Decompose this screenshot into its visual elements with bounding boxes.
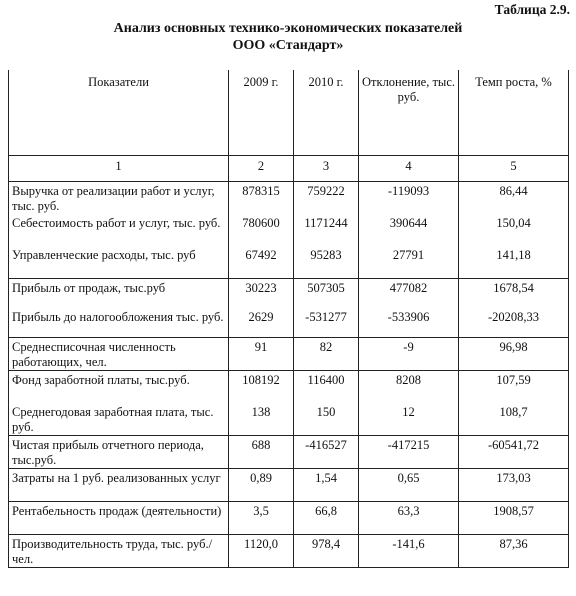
cell-value-2009: 0,89	[229, 469, 294, 502]
header-2009: 2009 г.	[229, 70, 294, 156]
table-row	[9, 436, 569, 469]
cell-value-2009: 688	[229, 436, 294, 469]
cell-value-2010: 759222	[294, 182, 359, 215]
cell-value-2010: -416527	[294, 436, 359, 469]
cell-value-2010: 66,8	[294, 502, 359, 535]
table-title-line-1: Анализ основных технико-экономических показателей	[113, 21, 463, 36]
table-row	[9, 502, 569, 535]
index-cell: 3	[294, 156, 359, 182]
cell-label: Среднегодовая заработная плата, тыс. руб.	[9, 403, 229, 436]
cell-growth-rate: 96,98	[459, 338, 569, 371]
cell-growth-rate: 107,59	[459, 371, 569, 404]
header-growth-rate: Темп роста, %	[459, 70, 569, 156]
cell-growth-rate: 108,7	[459, 403, 569, 436]
cell-label: Среднесписочная численность работающих, чел.	[9, 338, 229, 371]
cell-value-2009: 138	[229, 403, 294, 436]
cell-value-2010: -531277	[294, 308, 359, 338]
cell-growth-rate: 141,18	[459, 246, 569, 279]
cell-value-2010: 82	[294, 338, 359, 371]
cell-value-2010: 150	[294, 403, 359, 436]
cell-growth-rate: 86,44	[459, 182, 569, 215]
index-cell: 4	[359, 156, 459, 182]
table-row	[9, 371, 569, 404]
cell-label: Прибыль до налогообложения тыс. руб.	[9, 308, 229, 338]
cell-value-2010: 1171244	[294, 214, 359, 246]
cell-growth-rate: -60541,72	[459, 436, 569, 469]
cell-label: Производительность труда, тыс. руб./ чел.	[9, 535, 229, 568]
table-row	[9, 182, 569, 215]
table-title-line-2: ООО «Стандарт»	[232, 38, 344, 53]
cell-label: Себестоимость работ и услуг, тыс. руб.	[9, 214, 229, 246]
cell-label: Чистая прибыль отчетного периода, тыс.руб.	[9, 436, 229, 469]
cell-growth-rate: -20208,33	[459, 308, 569, 338]
cell-label: Рентабельность продаж (деятельности)	[9, 502, 229, 535]
cell-value-2009: 878315	[229, 182, 294, 215]
cell-growth-rate: 1678,54	[459, 279, 569, 309]
cell-deviation: 63,3	[359, 502, 459, 535]
table-row	[9, 279, 569, 309]
cell-deviation: -533906	[359, 308, 459, 338]
table-row	[9, 246, 569, 279]
cell-label: Прибыль от продаж, тыс.руб	[9, 279, 229, 309]
cell-value-2009: 67492	[229, 246, 294, 279]
cell-label: Управленческие расходы, тыс. руб	[9, 246, 229, 279]
cell-value-2009: 2629	[229, 308, 294, 338]
table-header-row	[9, 70, 569, 156]
cell-label: Фонд заработной платы, тыс.руб.	[9, 371, 229, 404]
table-row	[9, 469, 569, 502]
cell-growth-rate: 150,04	[459, 214, 569, 246]
cell-deviation: 390644	[359, 214, 459, 246]
cell-label: Выручка от реализации работ и услуг, тыс. руб.	[9, 182, 229, 215]
cell-value-2009: 780600	[229, 214, 294, 246]
cell-value-2009: 3,5	[229, 502, 294, 535]
cell-value-2010: 116400	[294, 371, 359, 404]
column-index-row	[9, 156, 569, 182]
cell-value-2010: 978,4	[294, 535, 359, 568]
cell-deviation: -417215	[359, 436, 459, 469]
cell-value-2009: 30223	[229, 279, 294, 309]
indicators-table	[8, 70, 569, 568]
cell-value-2010: 1,54	[294, 469, 359, 502]
header-2010: 2010 г.	[294, 70, 359, 156]
cell-growth-rate: 173,03	[459, 469, 569, 502]
cell-deviation: 0,65	[359, 469, 459, 502]
header-deviation: Отклонение, тыс. руб.	[359, 70, 459, 156]
cell-value-2010: 507305	[294, 279, 359, 309]
table-row	[9, 403, 569, 436]
index-cell: 2	[229, 156, 294, 182]
index-cell: 5	[459, 156, 569, 182]
cell-growth-rate: 87,36	[459, 535, 569, 568]
cell-value-2009: 91	[229, 338, 294, 371]
cell-deviation: 27791	[359, 246, 459, 279]
cell-value-2009: 1120,0	[229, 535, 294, 568]
index-cell: 1	[9, 156, 229, 182]
cell-deviation: 8208	[359, 371, 459, 404]
cell-deviation: -9	[359, 338, 459, 371]
cell-deviation: -119093	[359, 182, 459, 215]
table-row	[9, 338, 569, 371]
cell-value-2009: 108192	[229, 371, 294, 404]
table-row	[9, 214, 569, 246]
cell-deviation: 12	[359, 403, 459, 436]
cell-label: Затраты на 1 руб. реализованных услуг	[9, 469, 229, 502]
header-indicators: Показатели	[9, 70, 229, 156]
table-row	[9, 308, 569, 338]
cell-deviation: -141,6	[359, 535, 459, 568]
cell-deviation: 477082	[359, 279, 459, 309]
cell-growth-rate: 1908,57	[459, 502, 569, 535]
table-number-label: Таблица 2.9.	[494, 2, 570, 17]
cell-value-2010: 95283	[294, 246, 359, 279]
table-row	[9, 535, 569, 568]
